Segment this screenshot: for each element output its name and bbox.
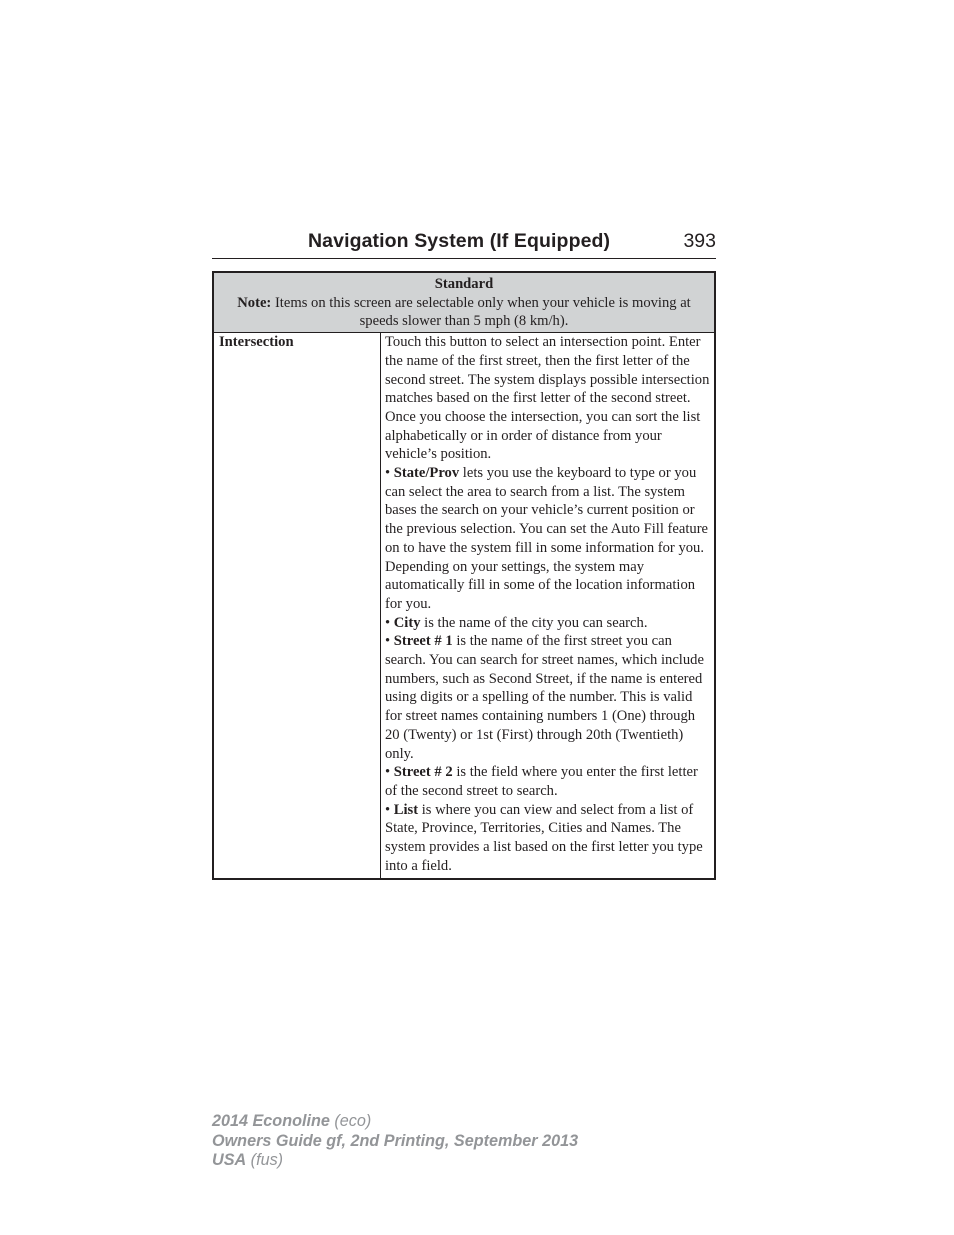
table-header-cell — [213, 272, 715, 333]
footer-line-model — [212, 1112, 578, 1132]
bullet-text: is where you can view and select from a list of State, Province, Territories, Cities and Names. The system provides a list based on the first letter you type into a field. — [385, 801, 703, 874]
table-note — [220, 294, 708, 331]
bullet-term: List — [393, 801, 419, 818]
bullet-list — [385, 801, 712, 876]
bullet-state-prov — [385, 464, 712, 614]
footer-market: USA — [212, 1151, 247, 1169]
bullet-term: State/Prov — [393, 465, 460, 482]
note-label: Note: — [237, 294, 272, 311]
table-heading: Standard — [434, 276, 494, 292]
note-text: Items on this screen are selectable only when your vehicle is moving at speeds slower than 5 mph (8 km/h). — [271, 294, 691, 330]
bullet-text: is the name of the first street you can search. You can search for street names, which include numbers, such as Second Street, if the name is entered using digits or a spelling of the number. This is valid for street names containing numbers 1 (One) through 20 (Twenty) or 1st (First) through 20th (Twentieth) only. — [385, 633, 704, 762]
bullet-city — [385, 614, 712, 633]
bullet-mark: • — [385, 764, 394, 781]
section-title: Navigation System (If Equipped) — [308, 230, 611, 252]
table-row — [213, 333, 715, 879]
row-description — [381, 333, 716, 879]
bullet-street-1 — [385, 632, 712, 763]
bullet-mark: • — [385, 465, 394, 482]
bullet-term: City — [393, 614, 421, 631]
page-number: 393 — [683, 230, 716, 252]
bullet-text: is the name of the city you can search. — [420, 614, 648, 631]
bullet-term: Street # 1 — [393, 633, 453, 650]
footer-model: 2014 Econoline — [212, 1112, 330, 1130]
footer-printing: Owners Guide gf, 2nd Printing, September 2013 — [212, 1131, 579, 1150]
bullet-text: lets you use the keyboard to type or you can select the area to search from a list. The system bases the search on your vehicle’s current position or the previous selection. You can set the Auto Fill feature on to have the system fill in some information for you. Depending on your settings, the system may automatically fill in some of the location information for you. — [385, 465, 709, 612]
bullet-term: Street # 2 — [393, 764, 453, 781]
footer-model-code: (eco) — [329, 1112, 372, 1130]
footer-line-market — [212, 1151, 578, 1171]
page-header — [212, 228, 716, 259]
settings-table — [212, 271, 716, 880]
bullet-street-2 — [385, 763, 712, 800]
bullet-mark: • — [385, 633, 394, 650]
bullet-text: is the field where you enter the first letter of the second street to search. — [385, 764, 698, 799]
intersection-intro: Touch this button to select an intersection point. Enter the name of the first street, then the first letter of the second street. The system displays possible intersection matches based on the first letter of the second street. Once you choose the intersection, you can sort the list alphabetically or in order of distance from your vehicle’s position. — [385, 334, 710, 463]
footer-market-code: (fus) — [246, 1151, 284, 1169]
bullet-mark: • — [385, 801, 394, 818]
bullet-mark: • — [385, 614, 394, 631]
table-header-row — [213, 272, 715, 333]
row-label-intersection: Intersection — [213, 333, 381, 879]
destination-options-table — [212, 271, 716, 880]
page-footer — [212, 1112, 578, 1171]
